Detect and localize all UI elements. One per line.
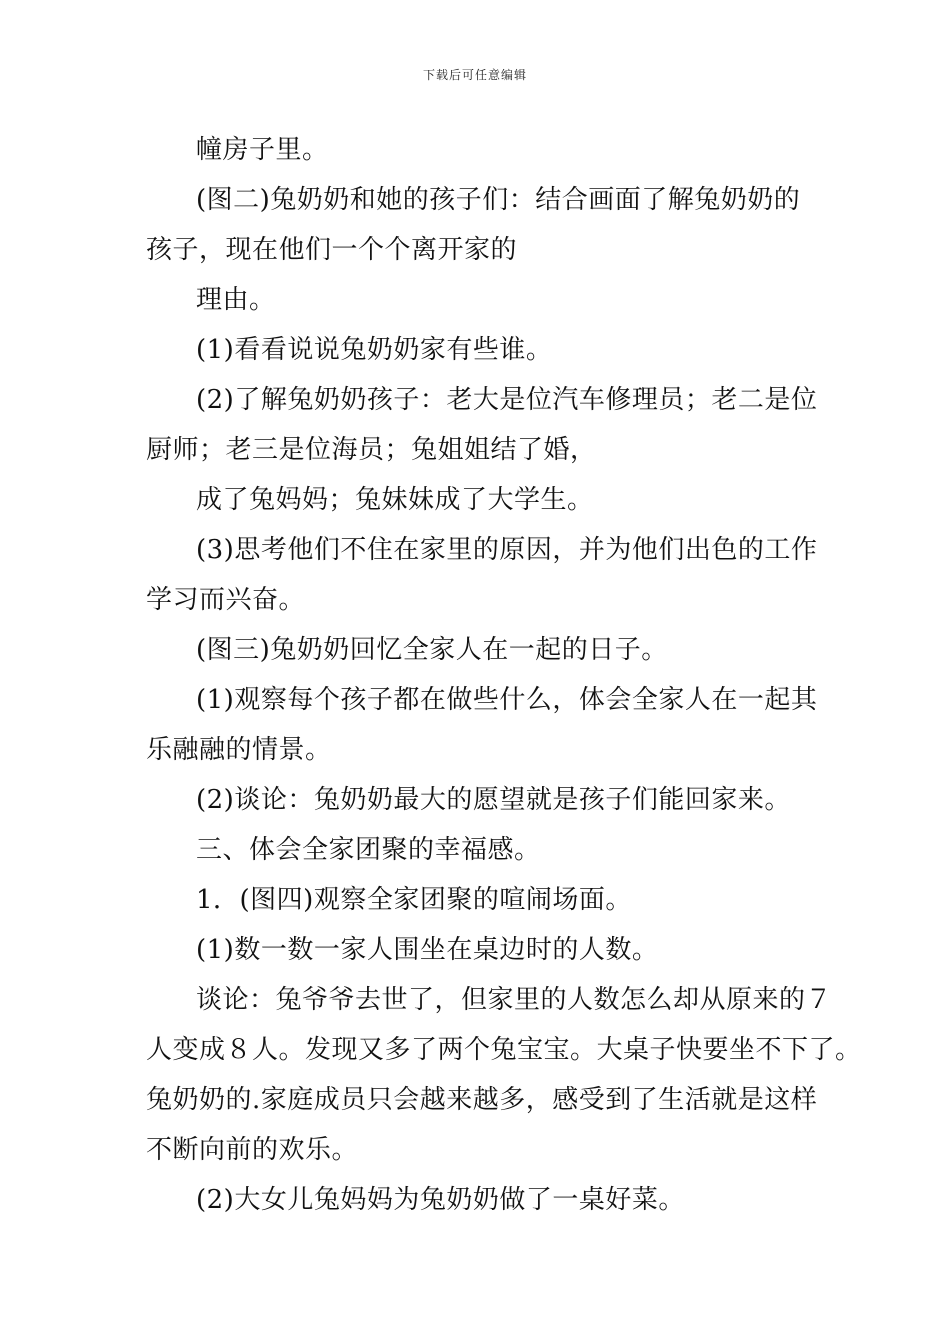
paragraph-line: (1)看看说说兔奶奶家有些谁。 bbox=[196, 335, 553, 365]
paragraph-line: 谈论：兔爷爷去世了，但家里的人数怎么却从原来的７ bbox=[196, 985, 833, 1015]
paragraph-line: (1)观察每个孩子都在做些什么，体会全家人在一起其 bbox=[196, 685, 818, 715]
page-header: 下载后可任意编辑 bbox=[422, 68, 527, 82]
paragraph-line: (图二)兔奶奶和她的孩子们：结合画面了解兔奶奶的 bbox=[196, 185, 801, 215]
paragraph-line: 人变成８人。发现又多了两个兔宝宝。大桌子快要坐不下了。 bbox=[146, 1035, 862, 1065]
paragraph-line: 幢房子里。 bbox=[196, 135, 329, 165]
paragraph-line: 厨师；老三是位海员；兔姐姐结了婚， bbox=[146, 435, 597, 465]
paragraph-line: (2)大女儿兔妈妈为兔奶奶做了一桌好菜。 bbox=[196, 1185, 685, 1215]
section-heading: 三、体会全家团聚的幸福感。 bbox=[196, 835, 541, 865]
paragraph-line: 乐融融的情景。 bbox=[146, 735, 332, 765]
paragraph-line: (2)了解兔奶奶孩子：老大是位汽车修理员；老二是位 bbox=[196, 385, 818, 415]
paragraph-line: (2)谈论：兔奶奶最大的愿望就是孩子们能回家来。 bbox=[196, 785, 791, 815]
paragraph-line: 理由。 bbox=[196, 285, 276, 315]
paragraph-line: (3)思考他们不住在家里的原因，并为他们出色的工作 bbox=[196, 535, 818, 565]
paragraph-line: 1．(图四)观察全家团聚的喧闹场面。 bbox=[196, 885, 632, 915]
paragraph-line: 孩子，现在他们一个个离开家的 bbox=[146, 235, 518, 265]
paragraph-line: 不断向前的欢乐。 bbox=[146, 1135, 359, 1165]
paragraph-line: (图三)兔奶奶回忆全家人在一起的日子。 bbox=[196, 635, 668, 665]
paragraph-line: 成了兔妈妈；兔妹妹成了大学生。 bbox=[196, 485, 594, 515]
paragraph-line: 学习而兴奋。 bbox=[146, 585, 306, 615]
paragraph-line: (1)数一数一家人围坐在桌边时的人数。 bbox=[196, 935, 659, 965]
paragraph-line: 兔奶奶的.家庭成员只会越来越多，感受到了生活就是这样 bbox=[146, 1085, 818, 1115]
